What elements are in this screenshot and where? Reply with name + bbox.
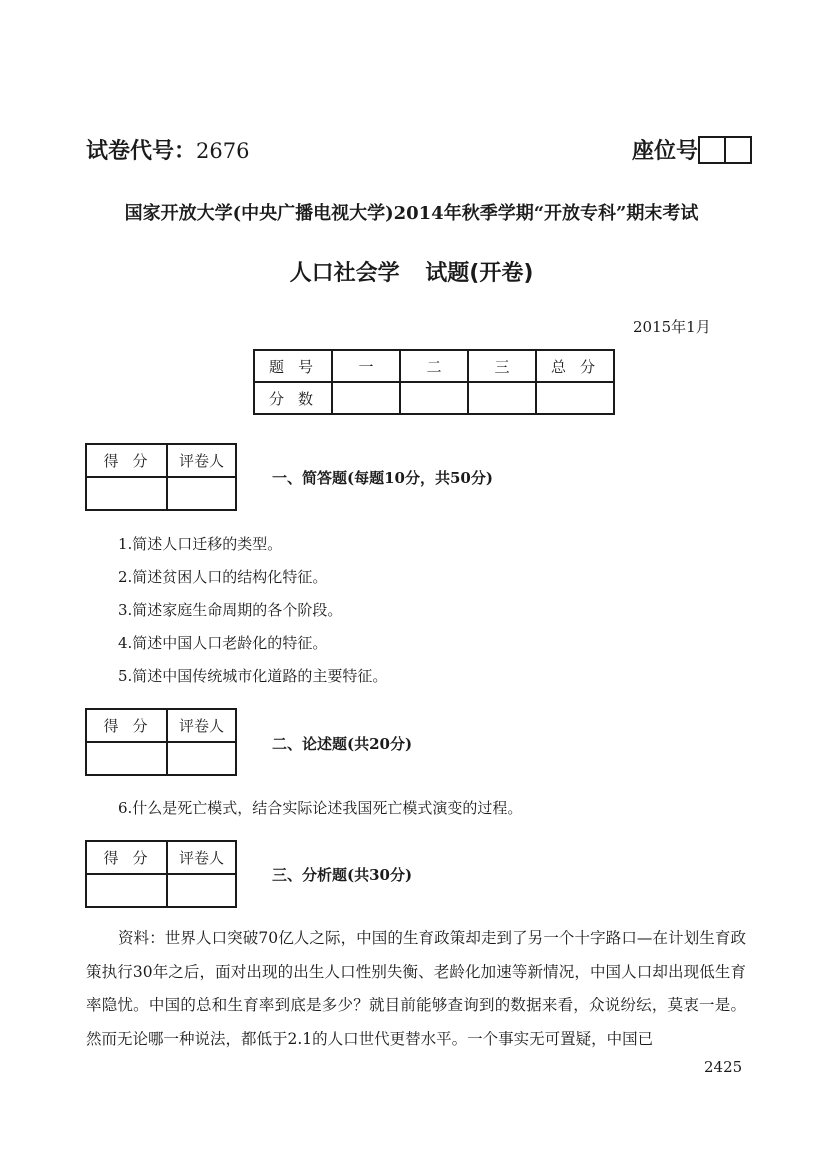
score-table xyxy=(253,349,615,415)
material-paragraph: 资料：世界人口突破70亿人之际，中国的生育政策却走到了另一个十字路口—在计划生育政策执行30年之后，面对出现的出生人口性别失衡、老龄化加速等新情况，中国人口却出现低生育率隐忧。中国的总和生育率到底是多少？就目前能够查询到的数据来看，众说纷纭，莫衷一是。然而无论哪一种说法，都低于2.1的人口世代更替水平。一个事实无可置疑，中国已 xyxy=(86,929,746,1048)
paper-code xyxy=(86,134,249,165)
score-table-header-cell: 题号 xyxy=(254,350,332,382)
section-title: 三、分析题(共30分) xyxy=(272,866,413,884)
grader-score-cell xyxy=(86,477,167,510)
section-title: 二、论述题(共20分) xyxy=(272,735,413,753)
grader-name-cell xyxy=(167,742,236,775)
score-table-header-cell: 二 xyxy=(400,350,468,382)
seat-box xyxy=(698,136,726,164)
question: 4.简述中国人口老龄化的特征。 xyxy=(118,634,328,652)
grader-score-label: 得分 xyxy=(86,841,167,874)
grader-score-cell xyxy=(86,742,167,775)
score-cell xyxy=(468,382,536,414)
exam-date: 2015年1月 xyxy=(633,318,711,336)
question: 6.什么是死亡模式，结合实际论述我国死亡模式演变的过程。 xyxy=(118,799,523,817)
page-number: 2425 xyxy=(704,1058,743,1076)
paper-code-number: 2676 xyxy=(196,139,250,163)
question: 3.简述家庭生命周期的各个阶段。 xyxy=(118,601,343,619)
score-cell xyxy=(332,382,400,414)
grader-box xyxy=(85,708,237,776)
seat-label: 座位号 xyxy=(632,139,699,164)
seat-boxes xyxy=(700,136,752,164)
question: 5.简述中国传统城市化道路的主要特征。 xyxy=(118,667,388,685)
score-cell xyxy=(536,382,614,414)
grader-name-cell xyxy=(167,874,236,907)
score-cell xyxy=(400,382,468,414)
seat-number xyxy=(632,134,752,165)
grader-box xyxy=(85,443,237,511)
grader-name-label: 评卷人 xyxy=(167,709,236,742)
grader-score-cell xyxy=(86,874,167,907)
grader-box xyxy=(85,840,237,908)
score-table-header-cell: 三 xyxy=(468,350,536,382)
question: 2.简述贫困人口的结构化特征。 xyxy=(118,568,328,586)
exam-header: 国家开放大学(中央广播电视大学)2014年秋季学期“开放专科”期末考试 xyxy=(124,203,699,224)
score-table-score-row xyxy=(254,382,614,414)
question: 1.简述人口迁移的类型。 xyxy=(118,535,283,553)
grader-score-label: 得分 xyxy=(86,709,167,742)
score-table-header-cell: 总分 xyxy=(536,350,614,382)
grader-name-cell xyxy=(167,477,236,510)
score-table-header-row xyxy=(254,350,614,382)
score-table-header-cell: 一 xyxy=(332,350,400,382)
grader-name-label: 评卷人 xyxy=(167,444,236,477)
grader-name-label: 评卷人 xyxy=(167,841,236,874)
grader-score-label: 得分 xyxy=(86,444,167,477)
exam-title: 人口社会学 试题(开卷) xyxy=(289,261,534,286)
seat-box xyxy=(724,136,752,164)
paper-code-label: 试卷代号： xyxy=(86,139,197,164)
section-title: 一、简答题(每题10分，共50分) xyxy=(272,469,493,487)
score-table-row-label: 分数 xyxy=(254,382,332,414)
